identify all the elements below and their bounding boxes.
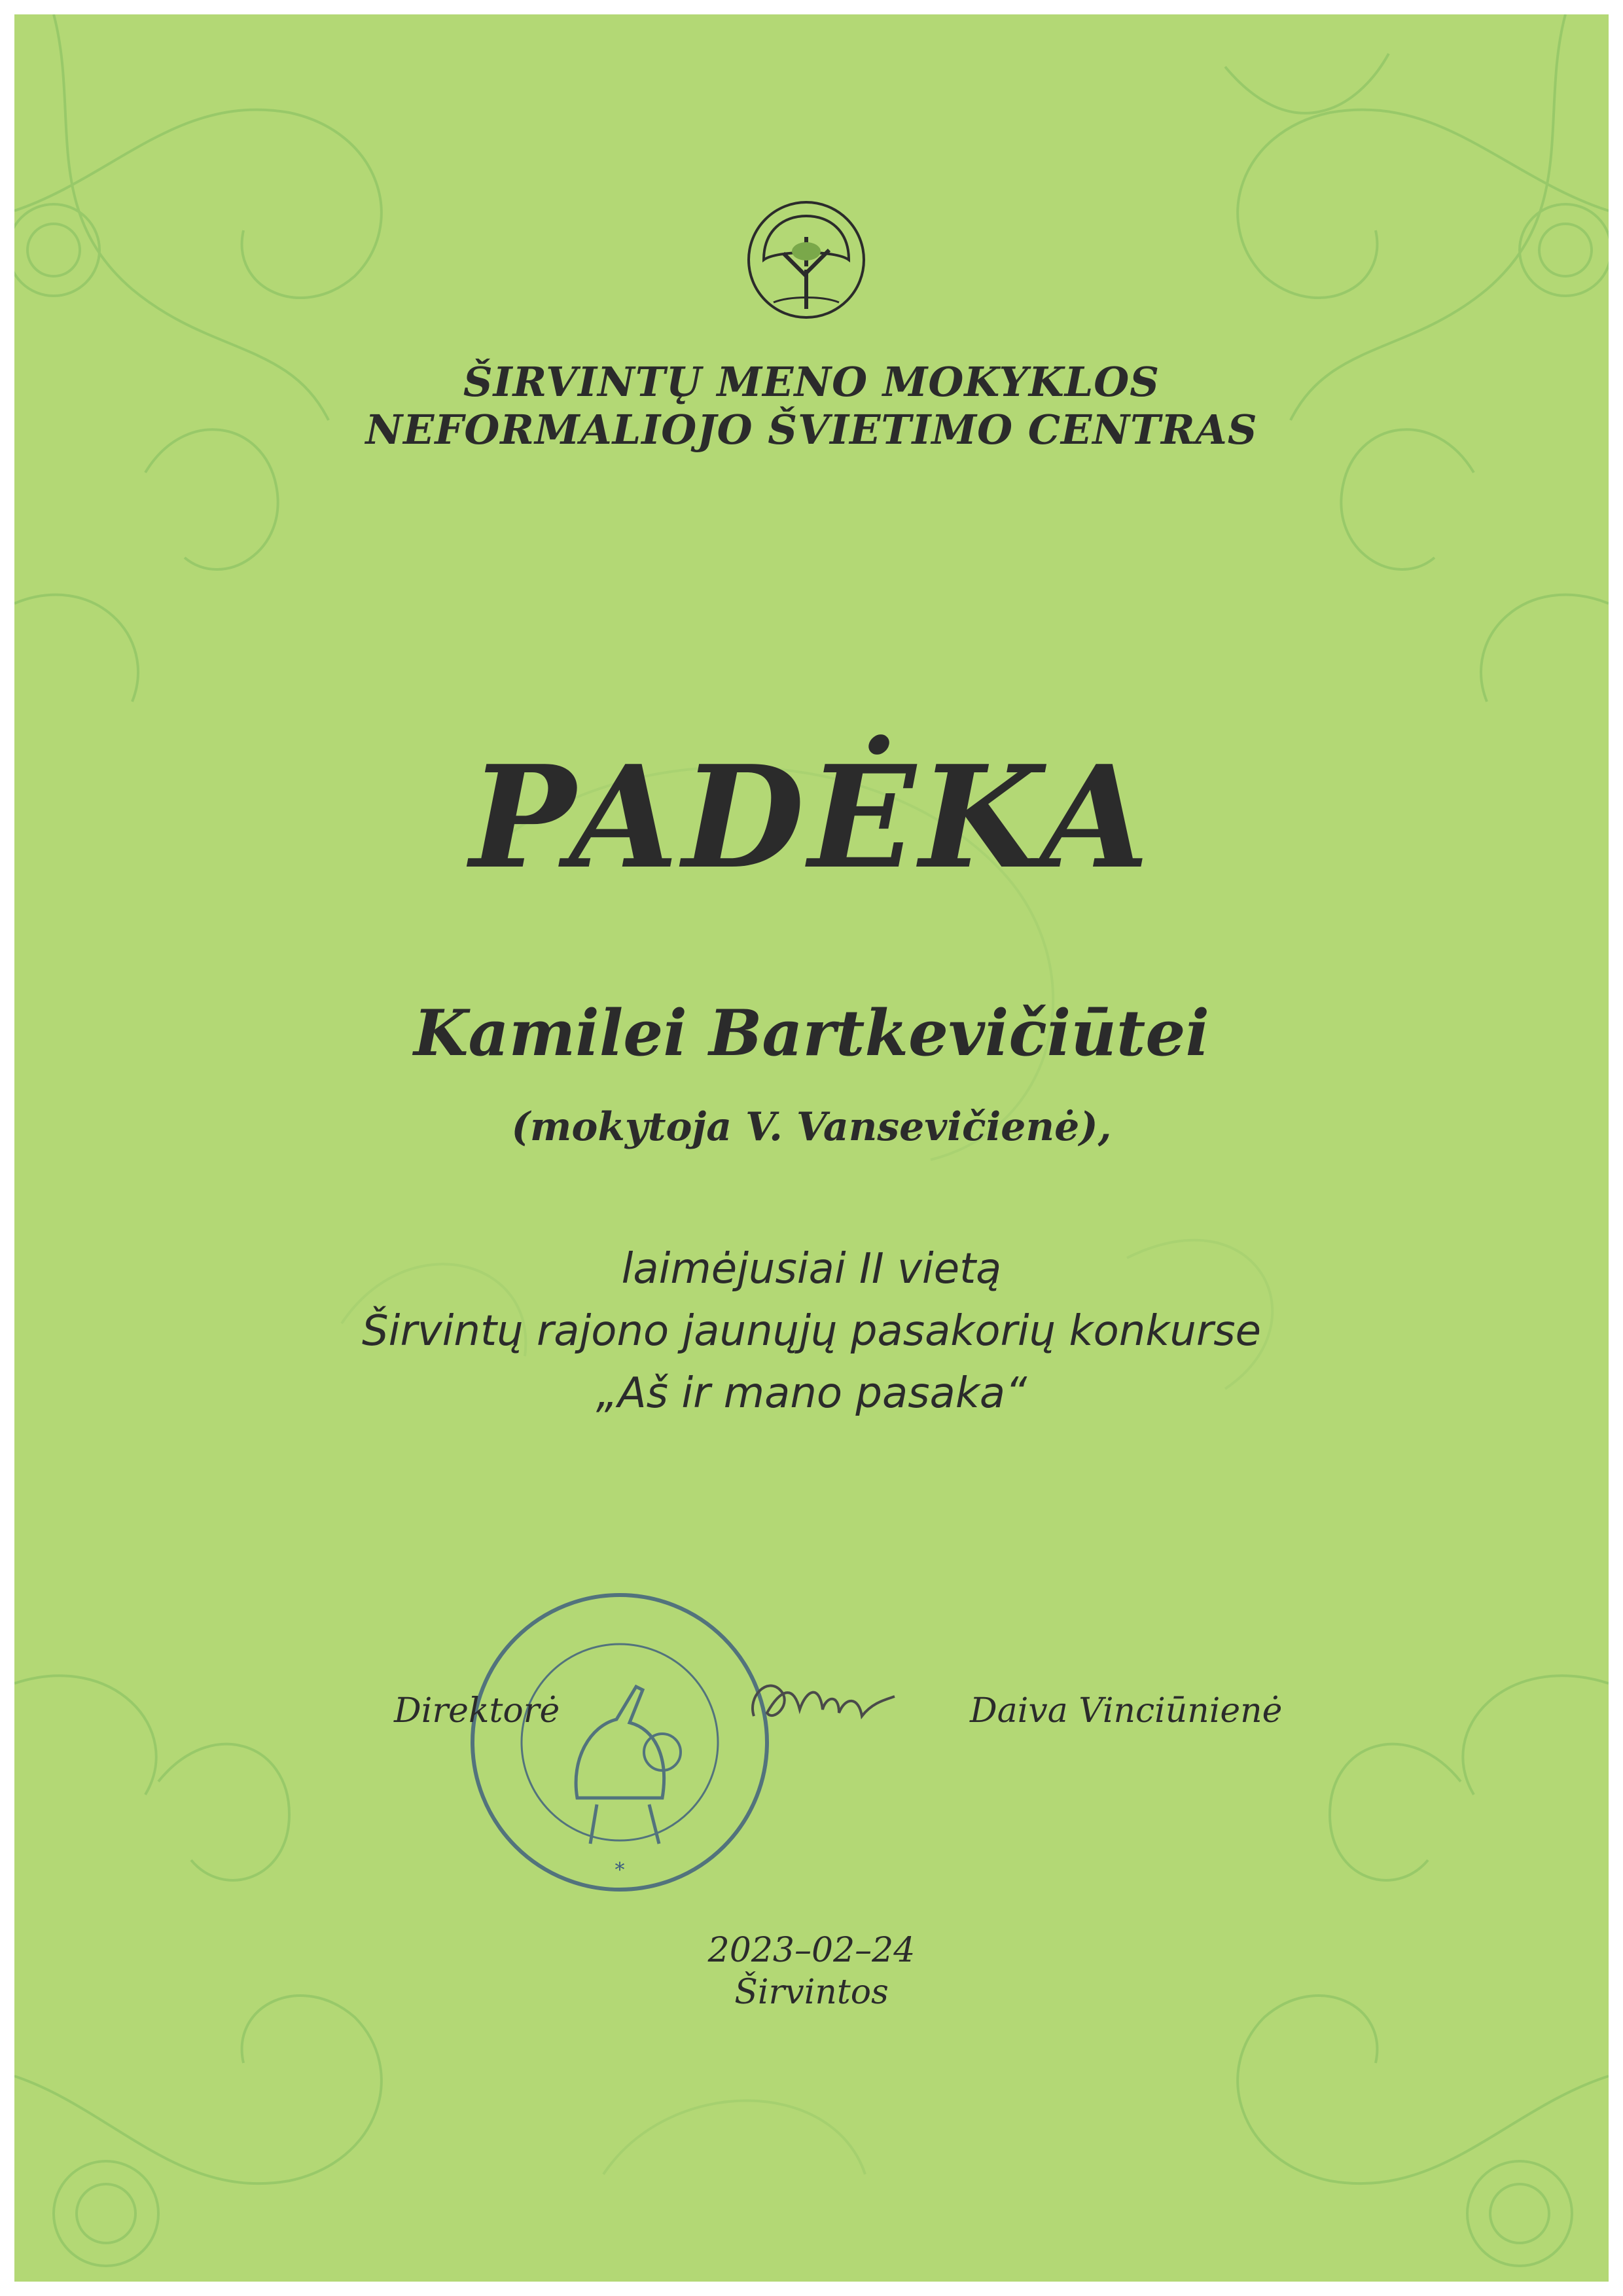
competition-title: „Aš ir mano pasaka“ [596, 1369, 1027, 1418]
competition-line: Širvintų rajono jaunųjų pasakorių konkurse [362, 1307, 1261, 1355]
signature-icon [741, 1657, 911, 1742]
school-name-line-1: ŠIRVINTŲ MENO MOKYKLOS [463, 358, 1160, 406]
official-stamp-icon [466, 1588, 774, 1896]
achievement-line: laimėjusiai II vietą [621, 1245, 1002, 1293]
issue-place: Širvintos [734, 1973, 889, 2012]
teacher-name: (mokytoja V. Vansevičienė), [511, 1104, 1112, 1150]
certificate-sheet [14, 14, 1609, 2282]
issue-date: 2023–02–24 [707, 1931, 916, 1970]
svg-text:*: * [615, 1859, 625, 1882]
school-name-line-2: NEFORMALIOJO ŠVIETIMO CENTRAS [365, 406, 1258, 454]
tree-logo-icon [744, 198, 868, 322]
signer-name: Daiva Vinciūnienė [970, 1691, 1283, 1731]
signer-role: Direktorė [394, 1691, 560, 1731]
recipient-name: Kamilei Bartkevičiūtei [414, 996, 1209, 1070]
certificate-title: PADĖKA [469, 734, 1154, 900]
